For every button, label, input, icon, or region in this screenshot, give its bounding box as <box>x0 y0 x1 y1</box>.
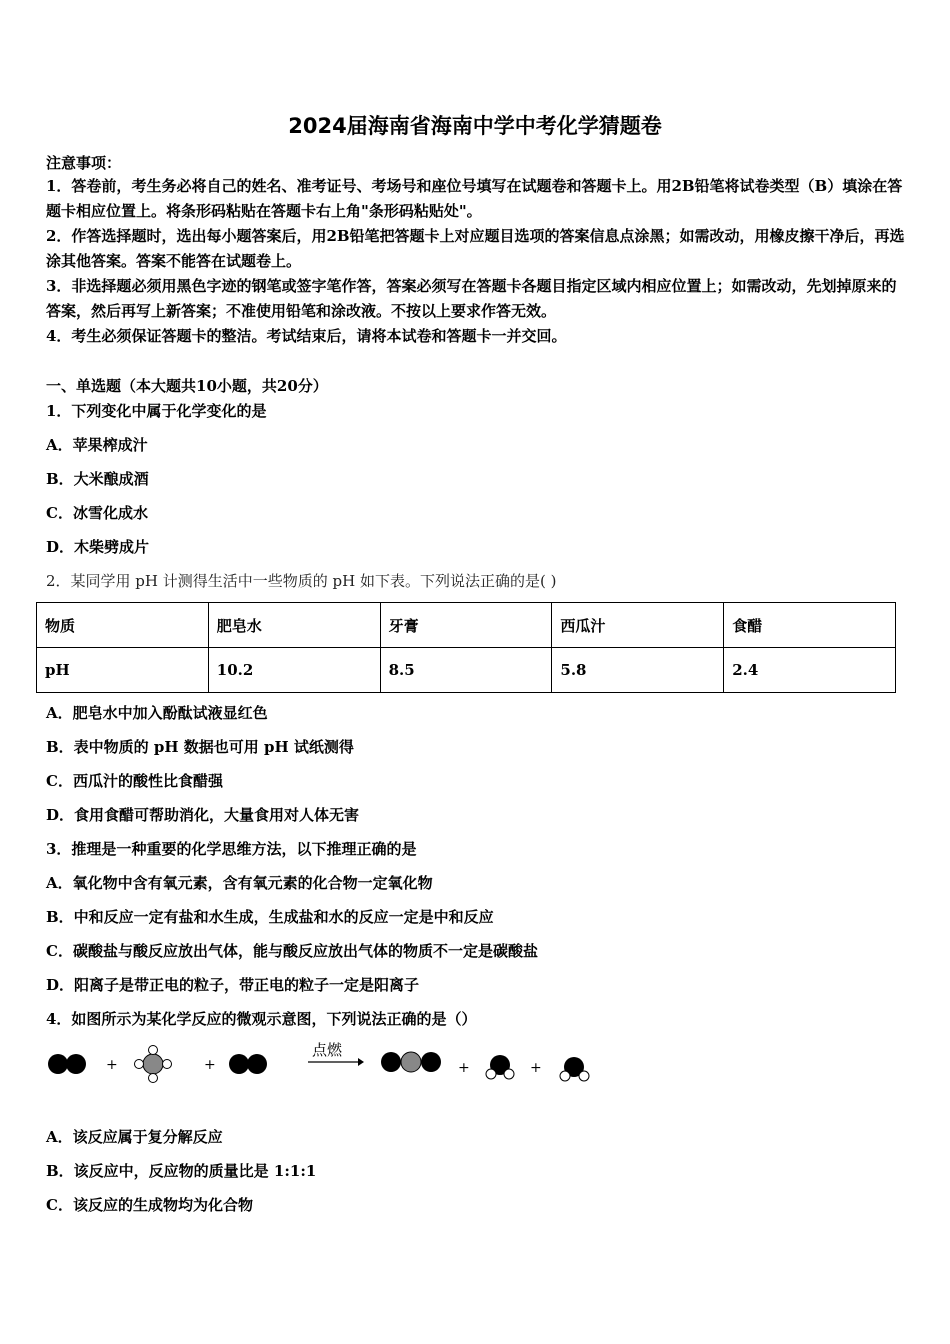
section-heading: 一、单选题（本大题共10小题，共20分） <box>46 377 328 395</box>
q1-stem: 1．下列变化中属于化学变化的是 <box>46 402 267 420</box>
q1-option-c: C．冰雪化成水 <box>46 504 148 522</box>
page-title: 2024届海南省海南中学中考化学猜题卷 <box>288 114 662 138</box>
plus-sign: + <box>106 1057 118 1073</box>
notice-item-2: 2．作答选择题时，选出每小题答案后，用2B铅笔把答题卡上对应题目选项的答案信息点涂黑；如需改动，用橡皮擦干净后，再选涂其他答案。答案不能答在试题卷上。 <box>46 227 905 270</box>
q4-stem: 4．如图所示为某化学反应的微观示意图，下列说法正确的是（） <box>46 1010 477 1028</box>
q1-option-b: B．大米酿成酒 <box>46 470 149 488</box>
q2-option-b: B．表中物质的 pH 数据也可用 pH 试纸测得 <box>46 738 354 756</box>
table-cell: 西瓜汁 <box>552 603 724 648</box>
notice-item-3: 3．非选择题必须用黑色字迹的钢笔或签字笔作答，答案必须写在答题卡各题目指定区域内相应位置上；如需改动，先划掉原来的答案，然后再写上新答案；不准使用铅笔和涂改液。不按以上要求作答无效。 <box>46 277 897 320</box>
table-cell: pH <box>37 648 209 693</box>
q3-option-a: A．氧化物中含有氧元素，含有氧元素的化合物一定氧化物 <box>46 874 433 892</box>
water-molecule <box>486 1055 514 1079</box>
carbon-dioxide-molecule <box>381 1052 441 1072</box>
q2-option-d: D．食用食醋可帮助消化，大量食用对人体无害 <box>46 806 360 824</box>
q3-option-c: C．碳酸盐与酸反应放出气体，能与酸反应放出气体的物质不一定是碳酸盐 <box>46 942 538 960</box>
q2-option-a: A．肥皂水中加入酚酞试液显红色 <box>46 704 268 722</box>
arrow-icon <box>308 1058 364 1066</box>
notice-item-1: 1．答卷前，考生务必将自己的姓名、准考证号、考场号和座位号填写在试题卷和答题卡上。用2B铅笔将试卷类型（B）填涂在答题卡相应位置上。将条形码粘贴在答题卡右上角"条形码粘贴处"。 <box>46 177 903 220</box>
table-cell: 食醋 <box>724 603 896 648</box>
reaction-diagram <box>40 1035 620 1095</box>
q2-option-c: C．西瓜汁的酸性比食醋强 <box>46 772 223 790</box>
plus-sign: + <box>204 1057 216 1073</box>
ph-table <box>36 602 896 693</box>
table-cell: 物质 <box>37 603 209 648</box>
table-cell: 2.4 <box>724 648 896 693</box>
q4-option-c: C．该反应的生成物均为化合物 <box>46 1196 253 1214</box>
q3-stem: 3．推理是一种重要的化学思维方法，以下推理正确的是 <box>46 840 417 858</box>
notice-heading: 注意事项： <box>46 154 122 172</box>
plus-sign: + <box>530 1060 542 1076</box>
table-header-row <box>37 603 896 648</box>
oxygen-molecule <box>48 1054 86 1074</box>
table-cell: 肥皂水 <box>208 603 380 648</box>
q4-option-b: B．该反应中，反应物的质量比是 1:1:1 <box>46 1162 317 1180</box>
water-molecule <box>560 1057 589 1081</box>
q3-option-b: B．中和反应一定有盐和水生成，生成盐和水的反应一定是中和反应 <box>46 908 494 926</box>
table-cell: 5.8 <box>552 648 724 693</box>
q4-option-a: A．该反应属于复分解反应 <box>46 1128 223 1146</box>
q2-stem: 2．某同学用 pH 计测得生活中一些物质的 pH 如下表。下列说法正确的是( ) <box>46 572 557 590</box>
q1-option-d: D．木柴劈成片 <box>46 538 150 556</box>
table-cell: 牙膏 <box>380 603 552 648</box>
table-cell: 8.5 <box>380 648 552 693</box>
plus-sign: + <box>458 1060 470 1076</box>
oxygen-molecule <box>229 1054 267 1074</box>
q1-option-a: A．苹果榨成汁 <box>46 436 148 454</box>
notice-item-4: 4．考生必须保证答题卡的整洁。考试结束后，请将本试卷和答题卡一并交回。 <box>46 327 567 345</box>
methane-molecule <box>135 1046 172 1083</box>
reaction-condition: 点燃 <box>312 1041 343 1059</box>
table-cell: 10.2 <box>208 648 380 693</box>
table-row <box>37 648 896 693</box>
q3-option-d: D．阳离子是带正电的粒子，带正电的粒子一定是阳离子 <box>46 976 420 994</box>
